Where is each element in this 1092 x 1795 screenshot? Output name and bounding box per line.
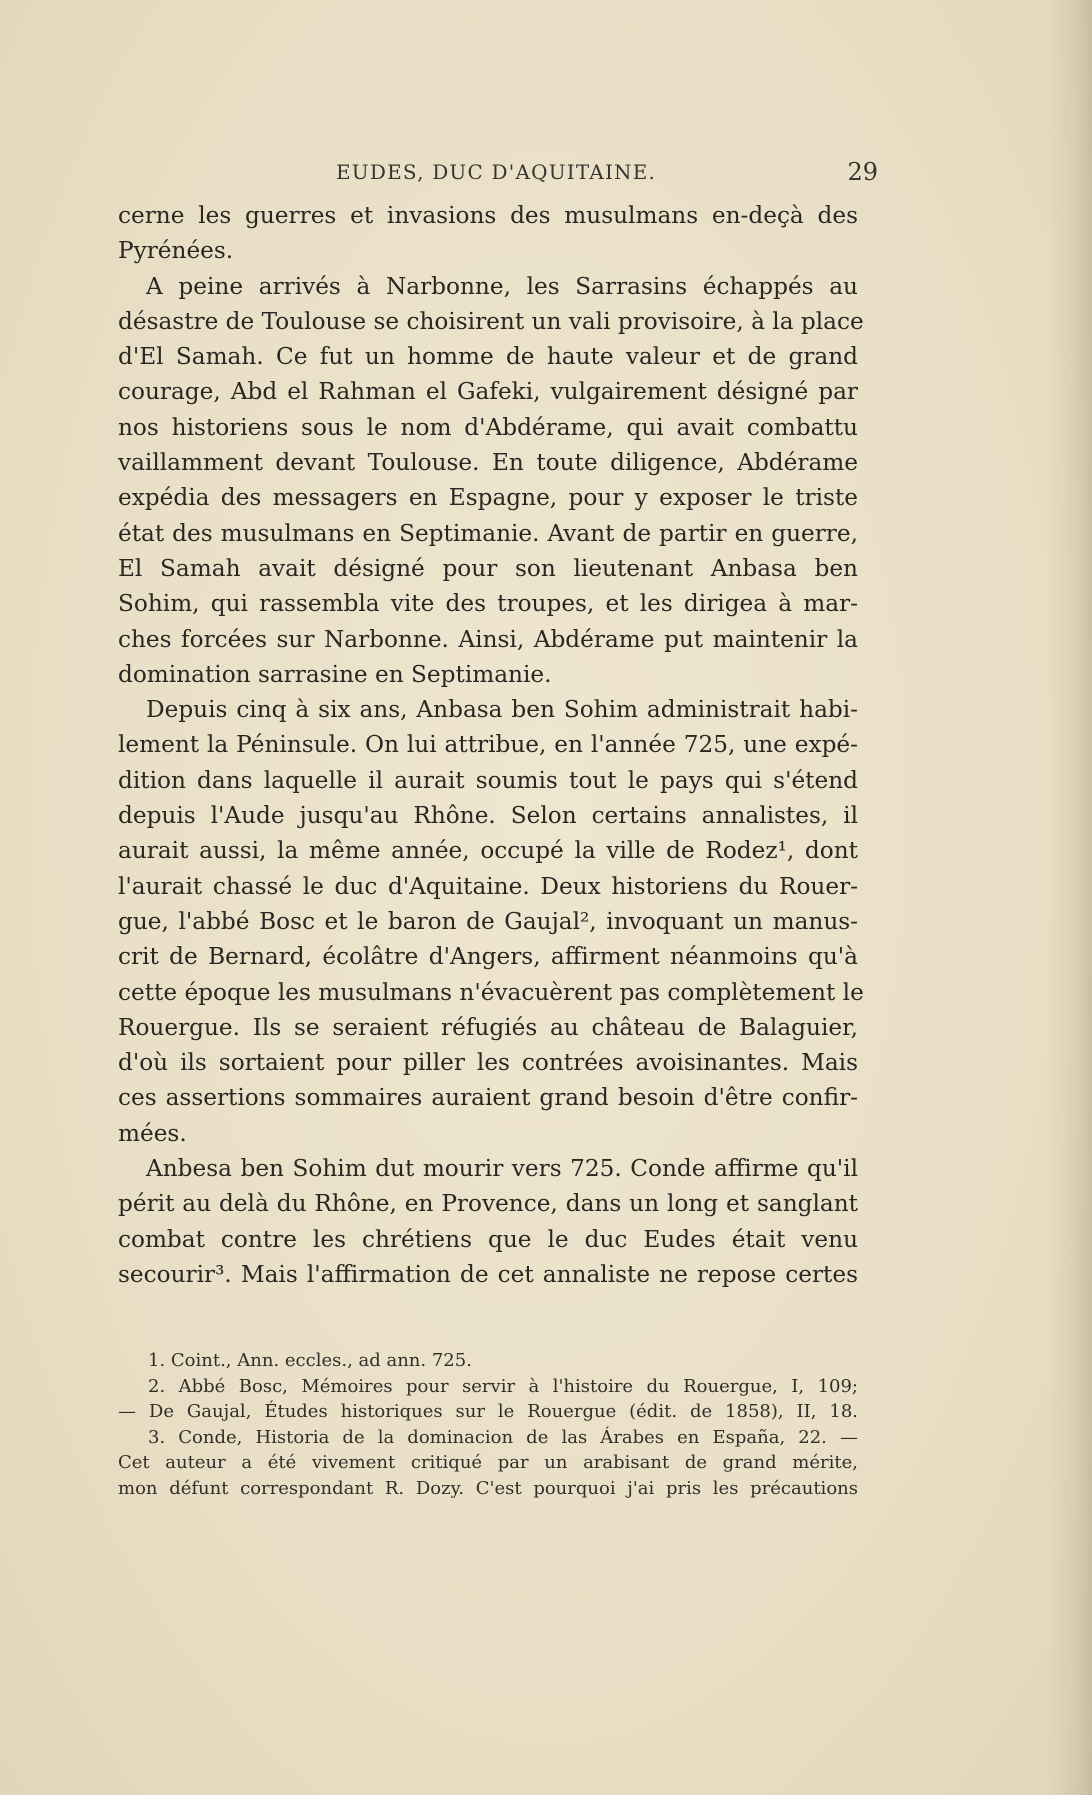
footnote-line: 2. Abbé Bosc, Mémoires pour servir à l'histoire du Rouergue, I, 109; xyxy=(148,1375,858,1397)
main-text xyxy=(118,198,864,1292)
text-line: lement la Péninsule. On lui attribue, en l'année 725, une expé- xyxy=(118,731,858,759)
footnotes xyxy=(118,1348,858,1501)
page-header xyxy=(118,158,878,188)
text-line: gue, l'abbé Bosc et le baron de Gaujal², invoquant un manus- xyxy=(118,907,858,935)
text-line: domination sarrasine en Septimanie. xyxy=(118,660,552,688)
text-line: Sohim, qui rassembla vite des troupes, et les dirigea à mar- xyxy=(118,590,858,618)
text-line: aurait aussi, la même année, occupé la ville de Rodez¹, dont xyxy=(118,837,858,865)
page-edge-shadow xyxy=(1046,0,1092,1795)
text-line: Anbesa ben Sohim dut mourir vers 725. Conde affirme qu'il xyxy=(146,1155,858,1183)
footnote-line: Cet auteur a été vivement critiqué par un arabisant de grand mérite, xyxy=(118,1452,858,1473)
text-line: cerne les guerres et invasions des musulmans en-deçà des xyxy=(118,202,858,229)
text-line: cette époque les musulmans n'évacuèrent pas complètement le xyxy=(118,978,864,1006)
text-line: Pyrénées. xyxy=(118,237,234,265)
text-line: mées. xyxy=(118,1119,187,1147)
footnote-line: — De Gaujal, Études historiques sur le Rouergue (édit. de 1858), II, 18. xyxy=(118,1401,858,1422)
text-line: périt au delà du Rhône, en Provence, dans un long et sanglant xyxy=(118,1190,858,1218)
text-line: d'où ils sortaient pour piller les contrées avoisinantes. Mais xyxy=(118,1049,858,1077)
text-line: depuis l'Aude jusqu'au Rhône. Selon certains annalistes, il xyxy=(118,802,858,830)
text-line: Depuis cinq à six ans, Anbasa ben Sohim administrait habi- xyxy=(146,696,858,724)
page-number: 29 xyxy=(847,158,878,186)
text-line: El Samah avait désigné pour son lieutenant Anbasa ben xyxy=(118,554,858,582)
text-line: d'El Samah. Ce fut un homme de haute valeur et de grand xyxy=(118,343,858,371)
text-line: combat contre les chrétiens que le duc Eudes était venu xyxy=(118,1225,858,1253)
text-line: Rouergue. Ils se seraient réfugiés au château de Balaguier, xyxy=(118,1013,858,1041)
text-line: état des musulmans en Septimanie. Avant de partir en guerre, xyxy=(118,519,858,547)
text-line: crit de Bernard, écolâtre d'Angers, affirment néanmoins qu'à xyxy=(118,943,858,971)
text-line: ches forcées sur Narbonne. Ainsi, Abdérame put maintenir la xyxy=(118,625,858,653)
running-title: EUDES, DUC D'AQUITAINE. xyxy=(336,160,657,184)
text-line: courage, Abd el Rahman el Gafeki, vulgairement désigné par xyxy=(118,378,858,406)
text-line: dition dans laquelle il aurait soumis tout le pays qui s'étend xyxy=(118,766,858,794)
footnote-line: mon défunt correspondant R. Dozy. C'est pourquoi j'ai pris les précautions xyxy=(118,1477,858,1499)
text-line: nos historiens sous le nom d'Abdérame, qui avait combattu xyxy=(118,413,858,441)
text-line: expédia des messagers en Espagne, pour y exposer le triste xyxy=(118,484,858,512)
text-line: A peine arrivés à Narbonne, les Sarrasins échappés au xyxy=(146,272,858,300)
text-line: vaillamment devant Toulouse. En toute diligence, Abdérame xyxy=(118,449,858,477)
text-line: secourir³. Mais l'affirmation de cet annaliste ne repose certes xyxy=(118,1260,858,1288)
text-line: désastre de Toulouse se choisirent un vali provisoire, à la place xyxy=(118,307,864,335)
text-line: l'aurait chassé le duc d'Aquitaine. Deux historiens du Rouer- xyxy=(118,872,858,900)
text-line: ces assertions sommaires auraient grand besoin d'être confir- xyxy=(118,1084,858,1112)
footnote-line: 1. Coint., Ann. eccles., ad ann. 725. xyxy=(148,1350,472,1371)
footnote-line: 3. Conde, Historia de la dominacion de las Árabes en España, 22. — xyxy=(148,1426,858,1448)
